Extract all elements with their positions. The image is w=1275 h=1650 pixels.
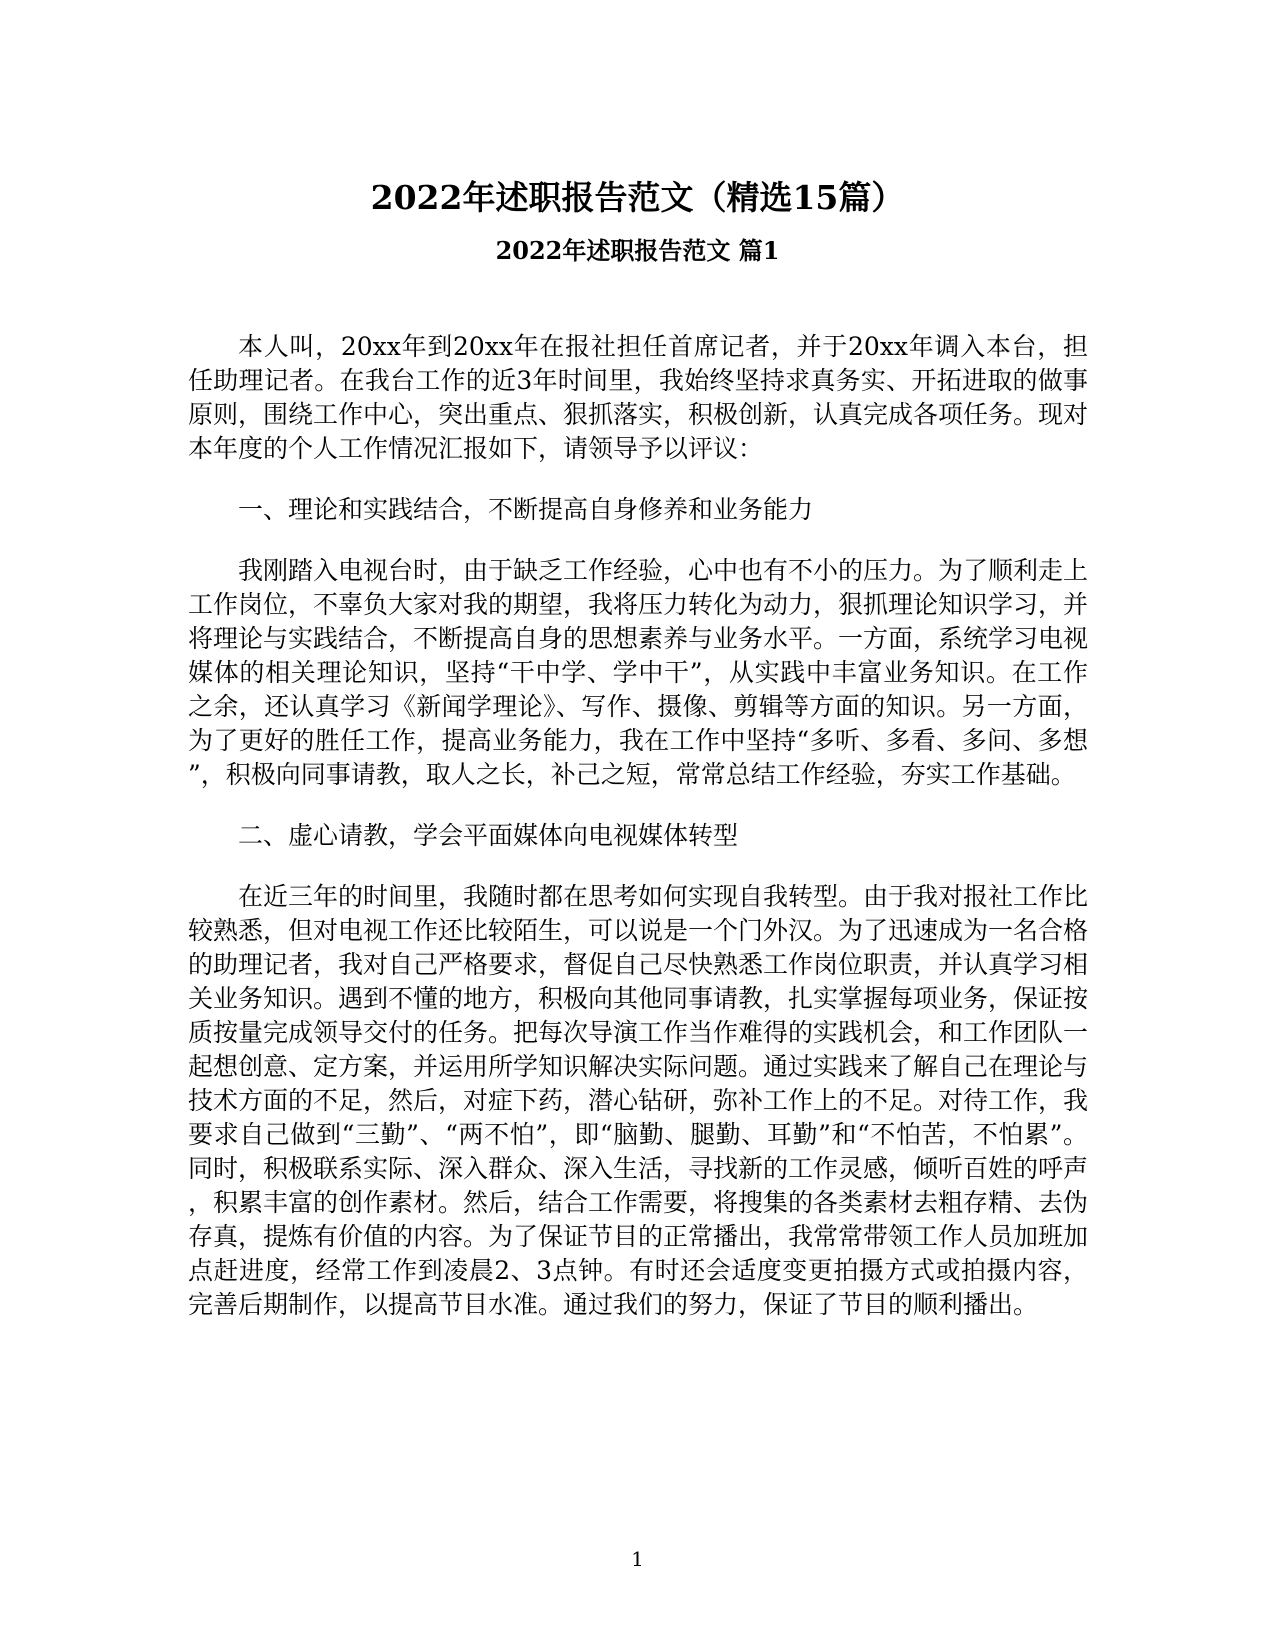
section-subtitle: 2022年述职报告范文 篇1 <box>495 236 780 265</box>
document-body <box>188 330 1088 1349</box>
body-paragraph-theory: 我刚踏入电视台时，由于缺乏工作经验，心中也有不小的压力。为了顺利走上工作岗位，不辜负大家对我的期望，我将压力转化为动力，狠抓理论知识学习，并将理论与实践结合，不断提高自身的思想素养与业务水平。一方面，系统学习电视媒体的相关理论知识，坚持“干中学、学中干”，从实践中丰富业务知识。在工作之余，还认真学习《新闻学理论》、写作、摄像、剪辑等方面的知识。另一方面，为了更好的胜任工作，提高业务能力，我在工作中坚持“多听、多看、多问、多想”，积极向同事请教，取人之长，补己之短，常常总结工作经验，夯实工作基础。 <box>188 556 1089 789</box>
page-number: 1 <box>631 1547 644 1571</box>
body-paragraph-intro: 本人叫，20xx年到20xx年在报社担任首席记者，并于20xx年调入本台，担任助理记者。在我台工作的近3年时间里，我始终坚持求真务实、开拓进取的做事原则，围绕工作中心，突出重点、狠抓落实，积极创新，认真完成各项任务。现对本年度的个人工作情况汇报如下，请领导予以评议： <box>188 332 1089 463</box>
section-heading-1: 一、理论和实践结合，不断提高自身修养和业务能力 <box>238 495 814 524</box>
section-heading-2: 二、虚心请教，学会平面媒体向电视媒体转型 <box>238 821 739 850</box>
document-title: 2022年述职报告范文（精选15篇） <box>370 178 905 217</box>
body-paragraph-transition: 在近三年的时间里，我随时都在思考如何实现自我转型。由于我对报社工作比较熟悉，但对电视工作还比较陌生，可以说是一个门外汉。为了迅速成为一名合格的助理记者，我对自己严格要求，督促自己尽快熟悉工作岗位职责，并认真学习相关业务知识。遇到不懂的地方，积极向其他同事请教，扎实掌握每项业务，保证按质按量完成领导交付的任务。把每次导演工作当作难得的实践机会，和工作团队一起想创意、定方案，并运用所学知识解决实际问题。通过实践来了解自己在理论与技术方面的不足，然后，对症下药，潜心钻研，弥补工作上的不足。对待工作，我要求自己做到“三勤”、“两不怕”，即“脑勤、腿勤、耳勤”和“不怕苦，不怕累”。同时，积极联系实际、深入群众、深入生活，寻找新的工作灵感，倾听百姓的呼声，积累丰富的创作素材。然后，结合工作需要，将搜集的各类素材去粗存精、去伪存真，提炼有价值的内容。为了保证节目的正常播出，我常常带领工作人员加班加点赶进度，经常工作到凌晨2、3点钟。有时还会适度变更拍摄方式或拍摄内容，完善后期制作，以提高节目水准。通过我们的努力，保证了节目的顺利播出。 <box>188 882 1089 1319</box>
